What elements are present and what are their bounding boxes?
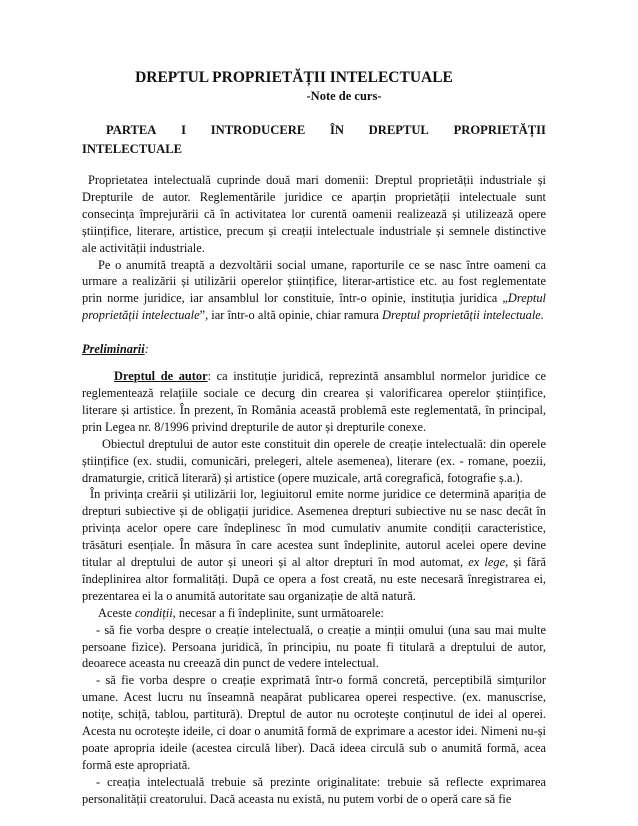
intro-paragraph-2: Pe o anumită treaptă a dezvoltării social umane, raporturile ce se nasc între oameni ca urmare a realizării și utilizării operelor științifice, literar-artistice etc. au fost reglementate prin norme juridice, iar ansamblul lor constituie, într-o opinie, instituția juridica „Dreptul proprietății intelectuale”, iar într-o altă opinie, chiar ramura Dreptul proprietății intelectuale. [82,257,546,323]
emphasis-text: ex lege [468,555,506,570]
part-word: I [181,123,187,137]
body-paragraph-3: Dreptul de autor: ca instituție juridică, reprezintă ansamblul normelor juridice ce reglementează relațiile sociale ce decurg din crearea și valorificarea operelor științifice, literare și artistice. În prezent, în România această problemă este reglementată, în principal, prin Legea nr. 8/1996 privind drepturile de autor și drepturile conexe. [82,369,546,434]
condition-item-1: - să fie vorba despre o creație intelectuală, o creație a minții omului (una sau mai multe persoane fizice). Persoana juridică, în principiu, nu poate fi titulară a dreptului de autor, deoarece aceasta nu creează din punct de vedere intelectual. [82,622,546,671]
document-subtitle: -Note de curs- [306,89,382,103]
intro-paragraph-1: Proprietatea intelectuală cuprinde două mari domenii: Dreptul proprietății industriale și Drepturile de autor. Reglementările juridice ce aparțin proprietății intelectuale sunt consecința împrejurării că în activitatea lor curentă oamenii realizează și utilizează opere științifice, literare, artistice, precum și creații intelectuale industriale și semnele distinctive ale activității industriale. [82,173,546,255]
condition-item-2: - să fie vorba despre o creație exprimată într-o formă concretă, perceptibilă simțurilor umane. Acest lucru nu înseamnă neapărat publicarea operei respective. (ex. manuscrise, notițe, schiță, tablou, partitură). Dreptul de autor nu ocrotește conținutul de idei al operei. Acesta nu ocrotește ideile, ci doar o anumită formă de exprimare a acestor idei. Nimeni nu-și poate apropria ideile (acestea circulă liber). Dacă ideea circulă sub o anumită formă, acea formă este apropriată. [82,673,546,772]
condition-item-3: - creația intelectuală trebuie să prezinte originalitate: trebuie să reflecte exprimarea personalității creatorului. Dacă aceasta nu există, nu putem vorbi de o operă care să fie [82,774,546,806]
emphasis-text: Dreptul proprietății intelectuale. [382,308,544,323]
body-paragraph-5: În privința creării și utilizării lor, legiuitorul emite norme juridice ce determină apariția de drepturi subiective și de obligații juridice. Asemenea drepturi subiective nu se nasc decât în privința acelor opere care îndeplinesc în mod cumulativ anumite condiții caracteristice, trăsături esențiale. În măsura în care acestea sunt îndeplinite, autorul acelei opere devine titular al dreptului de autor și uneori și al altor drepturi în mod automat, ex lege, și fără îndeplinirea altor formalități. După ce opera a fost creată, nu este necesară înregistrarea ei, prezentarea ei la o anumită autoritate sau organizație de altă natură. [82,487,546,603]
section-heading-preliminarii: Preliminarii: [82,342,149,357]
emphasis-text: condiții [134,605,173,620]
part-word: DREPTUL [368,123,429,137]
part-word: PARTEA [106,123,157,137]
part-heading-line2: INTELECTUALE [82,142,183,156]
part-word: INTRODUCERE [210,123,306,137]
part-heading-line1 [82,121,546,140]
body-paragraph-4: Obiectul dreptului de autor este constituit din operele de creație intelectuală: din operele științifice (ex. studii, comunicări, prelegeri, altele asemenea), literare (ex. - romane, poezii, dramaturgie, critică literară) și artistice (opere muzicale, artă coregrafică, fotografie ș.a.). [82,436,546,485]
document-title: DREPTUL PROPRIETĂȚII INTELECTUALE [135,69,453,86]
part-word: PROPRIETĂȚII [453,123,546,137]
document-page [82,68,546,808]
body-paragraph-6: Aceste condiții, necesar a fi îndeplinite, sunt următoarele: [98,605,384,620]
emphasis-text: Dreptul proprietății intelectuale [82,291,546,323]
defined-term: Dreptul de autor [114,369,208,384]
part-word: ÎN [329,123,344,137]
part-heading [82,121,546,159]
